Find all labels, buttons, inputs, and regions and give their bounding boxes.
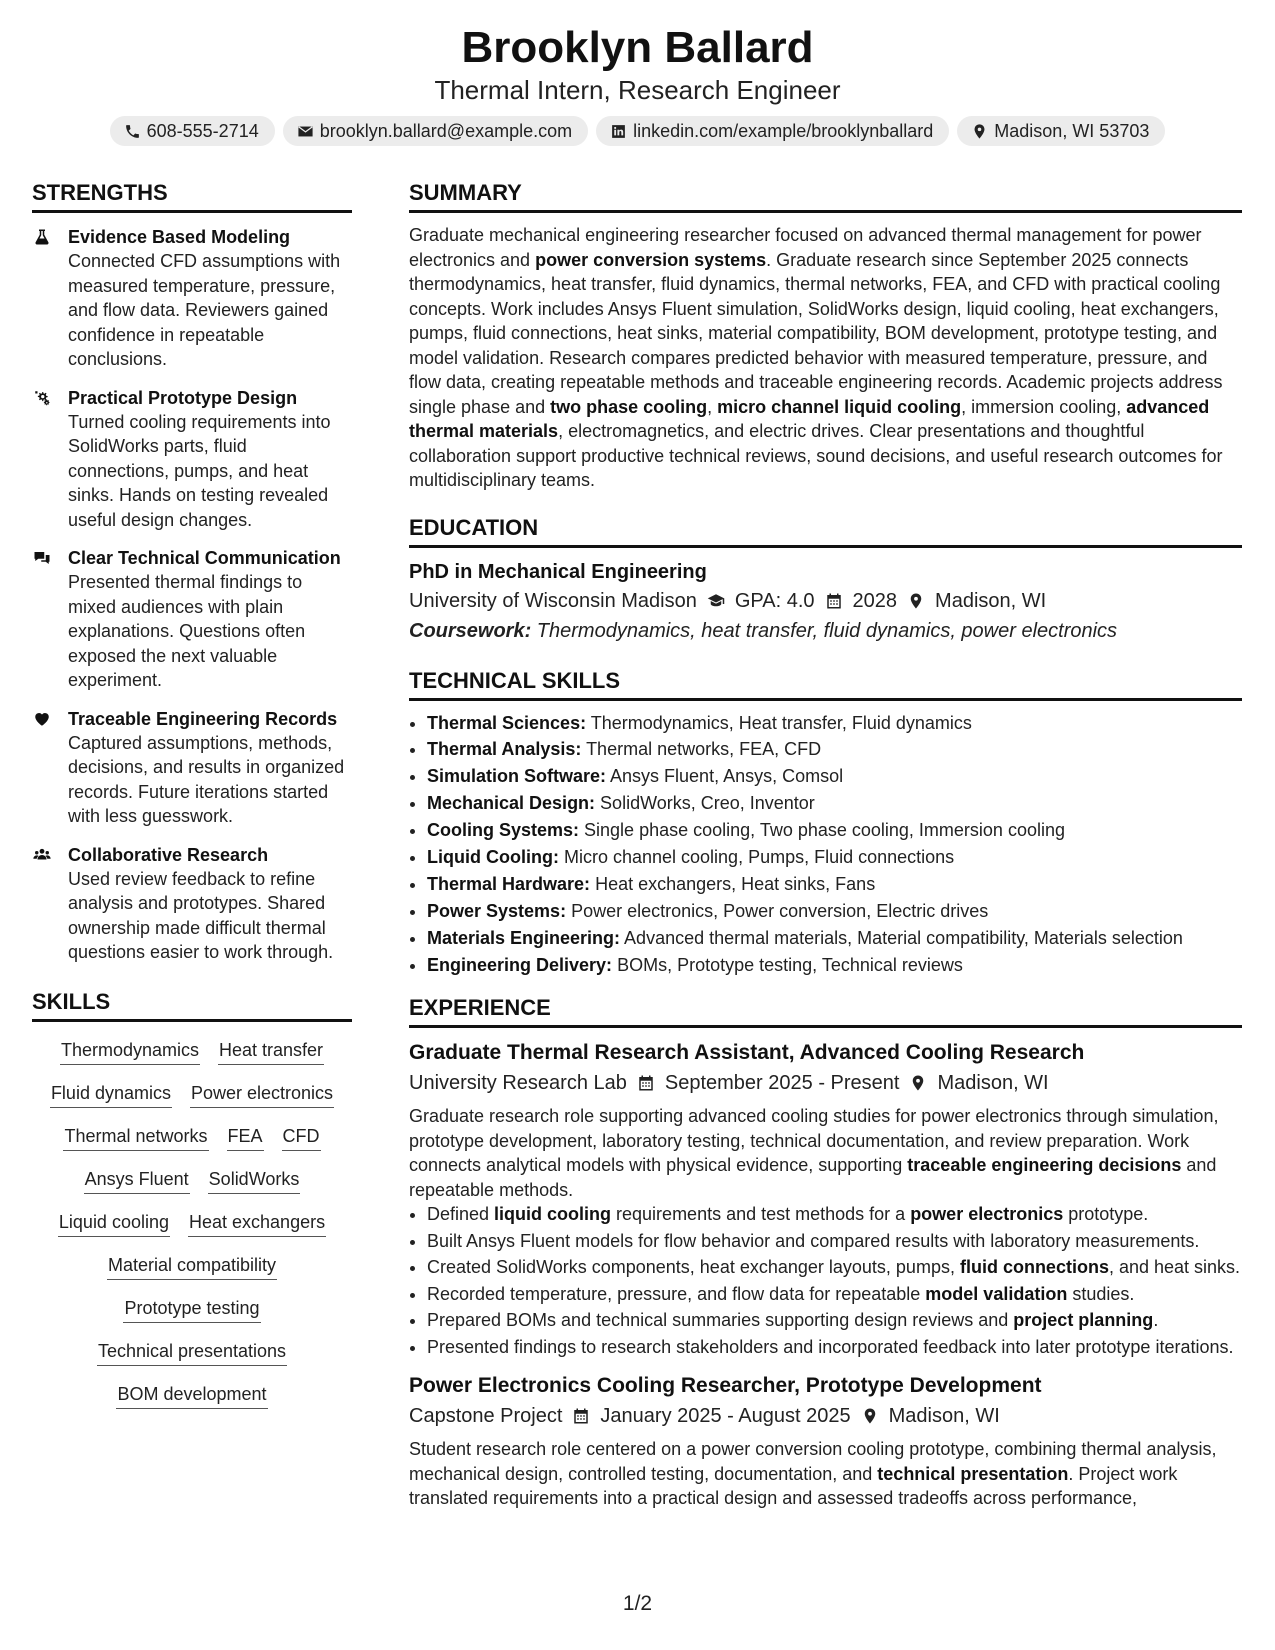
job-organization: University Research Lab (409, 1072, 627, 1095)
map-pin-icon (971, 123, 988, 140)
technical-skill-item: • Liquid Cooling: Micro channel cooling, Pumps, Fluid connections (427, 845, 1242, 870)
job-bullet: • Recorded temperature, pressure, and flow data for repeatable model validation studies. (427, 1282, 1242, 1307)
envelope-icon (297, 123, 314, 140)
skill-tag: Ansys Fluent (84, 1167, 190, 1194)
map-pin-icon (907, 592, 925, 610)
page-number: 1/2 (622, 1592, 653, 1615)
skill-tag: Fluid dynamics (50, 1081, 172, 1108)
skill-tag: FEA (227, 1124, 264, 1151)
strength-title: Evidence Based Modeling (68, 227, 291, 247)
technical-skills-heading: TECHNICAL SKILLS (409, 666, 1242, 701)
technical-skill-item: • Thermal Sciences: Thermodynamics, Heat transfer, Fluid dynamics (427, 711, 1242, 736)
left-column (32, 178, 352, 1409)
location-text: Madison, WI 53703 (994, 121, 1150, 141)
technical-skill-item: • Materials Engineering: Advanced thermal materials, Material compatibility, Materials selection (427, 926, 1242, 951)
job-meta (409, 1068, 1242, 1098)
job-location: Madison, WI (937, 1072, 1049, 1095)
skill-tag: BOM development (116, 1382, 267, 1409)
education-degree: PhD in Mechanical Engineering (409, 560, 707, 583)
summary-heading: SUMMARY (409, 178, 1242, 213)
strength-item (32, 386, 352, 533)
skill-tag: Technical presentations (97, 1339, 287, 1366)
job-bullet: • Built Ansys Fluent models for flow behavior and compared results with laboratory measurements. (427, 1229, 1242, 1254)
skill-tag: SolidWorks (208, 1167, 301, 1194)
email-text: brooklyn.ballard@example.com (319, 121, 573, 141)
education-location: Madison, WI (935, 589, 1047, 612)
skill-tag: Heat exchangers (188, 1210, 326, 1237)
linkedin-icon (610, 123, 627, 140)
education-gpa: GPA: 4.0 (734, 589, 815, 612)
education-school: University of Wisconsin Madison (409, 589, 697, 612)
technical-skill-item: • Power Systems: Power electronics, Power conversion, Electric drives (427, 899, 1242, 924)
candidate-headline: Thermal Intern, Research Engineer (434, 75, 841, 105)
job-bullet: • Defined liquid cooling requirements and test methods for a power electronics prototype. (427, 1202, 1242, 1227)
strength-title: Practical Prototype Design (68, 387, 298, 408)
experience-heading: EXPERIENCE (409, 993, 1242, 1028)
job-dates: September 2025 - Present (664, 1072, 900, 1095)
phone-text: 608-555-2714 (146, 121, 259, 141)
candidate-name: Brooklyn Ballard (461, 23, 814, 72)
strength-description: Used review feedback to refine analysis and prototypes. Shared ownership made difficult thermal questions easier to work through. (68, 868, 334, 962)
strength-item (32, 546, 352, 693)
technical-skills-list (409, 711, 1242, 978)
job-description: Graduate research role supporting advanced cooling studies for power electronics through simulation, prototype development, laboratory testing, technical documentation, and review preparation. Work connects analytical models with physical evidence, supporting traceable engineering decisions and repeatable methods. (409, 1106, 1219, 1200)
job-bullet: • Presented findings to research stakeholders and incorporated feedback into later prototype iterations. (427, 1335, 1242, 1360)
strength-description: Turned cooling requirements into SolidWorks parts, fluid connections, pumps, and heat sinks. Hands on testing revealed useful design changes. (68, 411, 331, 530)
job-bullets (409, 1202, 1242, 1359)
map-pin-icon (861, 1407, 879, 1425)
education-coursework: Coursework: Thermodynamics, heat transfer, fluid dynamics, power electronics (409, 619, 1118, 642)
education-year: 2028 (852, 589, 898, 612)
job-title: Graduate Thermal Research Assistant, Advanced Cooling Research (409, 1041, 1085, 1065)
education-meta (409, 586, 1242, 616)
contact-linkedin[interactable] (596, 116, 949, 146)
resume-header (0, 0, 1275, 146)
skill-tag: Thermodynamics (60, 1038, 200, 1065)
job-description: Student research role centered on a power conversion cooling prototype, combining thermal analysis, mechanical design, controlled testing, documentation, and technical presentation. Project work translated requirements into a practical design and assessed tradeoffs across performance, (409, 1439, 1217, 1509)
job-bullet: • Prepared BOMs and technical summaries supporting design reviews and project planning. (427, 1308, 1242, 1333)
skills-tag-cloud (32, 1032, 352, 1409)
education-heading: EDUCATION (409, 513, 1242, 548)
technical-skill-item: • Thermal Analysis: Thermal networks, FEA, CFD (427, 737, 1242, 762)
skill-tag: Liquid cooling (58, 1210, 170, 1237)
skill-tag: Power electronics (190, 1081, 334, 1108)
technical-skill-item: • Mechanical Design: SolidWorks, Creo, Inventor (427, 791, 1242, 816)
strength-description: Presented thermal findings to mixed audiences with plain explanations. Questions often exposed the next valuable experiment. (68, 572, 306, 690)
strength-description: Connected CFD assumptions with measured temperature, pressure, and flow data. Reviewers gained confidence in repeatable conclusions. (68, 251, 341, 369)
job-title: Power Electronics Cooling Researcher, Prototype Development (409, 1374, 1042, 1398)
comments-icon (32, 549, 52, 567)
experience-entry (409, 1371, 1242, 1511)
technical-skill-item: • Thermal Hardware: Heat exchangers, Heat sinks, Fans (427, 872, 1242, 897)
strength-item (32, 225, 352, 372)
flask-icon (32, 228, 52, 246)
calendar-icon (572, 1407, 590, 1425)
technical-skill-item: • Engineering Delivery: BOMs, Prototype testing, Technical reviews (427, 953, 1242, 978)
skill-tag: CFD (282, 1124, 321, 1151)
skill-tag: Material compatibility (107, 1253, 277, 1280)
job-dates: January 2025 - August 2025 (600, 1405, 851, 1428)
experience-entry (409, 1038, 1242, 1359)
skill-tag: Prototype testing (123, 1296, 260, 1323)
calendar-icon (637, 1074, 655, 1092)
graduation-cap-icon (707, 592, 725, 610)
contact-location (957, 116, 1165, 146)
right-column (409, 178, 1242, 1511)
gears-icon (32, 389, 52, 407)
strength-title: Collaborative Research (68, 844, 269, 865)
technical-skill-item: • Simulation Software: Ansys Fluent, Ansys, Comsol (427, 764, 1242, 789)
linkedin-text: linkedin.com/example/brooklynballard (633, 121, 934, 141)
users-icon (32, 846, 52, 864)
skills-heading: SKILLS (32, 987, 352, 1022)
strength-title: Traceable Engineering Records (68, 708, 338, 729)
map-pin-icon (909, 1074, 927, 1092)
phone-icon (124, 123, 141, 140)
strengths-heading: STRENGTHS (32, 178, 352, 213)
contact-phone[interactable] (110, 116, 275, 146)
strength-description: Captured assumptions, methods, decisions, and results in organized records. Future iterations started with less guesswork. (68, 732, 345, 826)
strength-item (32, 843, 352, 965)
heart-icon (32, 710, 52, 728)
contact-bar (0, 116, 1275, 146)
skill-tag: Heat transfer (218, 1038, 324, 1065)
job-meta (409, 1401, 1242, 1431)
contact-email[interactable] (283, 116, 588, 146)
skill-tag: Thermal networks (63, 1124, 208, 1151)
technical-skill-item: • Cooling Systems: Single phase cooling, Two phase cooling, Immersion cooling (427, 818, 1242, 843)
strength-title: Clear Technical Communication (68, 548, 341, 568)
job-bullet: • Created SolidWorks components, heat exchanger layouts, pumps, fluid connections, and heat sinks. (427, 1255, 1242, 1280)
calendar-icon (825, 592, 843, 610)
strength-item (32, 707, 352, 829)
job-organization: Capstone Project (409, 1405, 563, 1428)
job-location: Madison, WI (888, 1405, 1000, 1428)
summary-paragraph: Graduate mechanical engineering researcher focused on advanced thermal management for power electronics and power conversion systems. Graduate research since September 2025 connects thermodynamics, heat transfer, fluid dynamics, thermal networks, FEA, and CFD with practical cooling concepts. Work includes Ansys Fluent simulation, SolidWorks design, liquid cooling, heat exchangers, pumps, fluid connections, heat sinks, material compatibility, BOM development, prototype testing, and model validation. Research compares predicted behavior with measured temperature, pressure, and flow data, creating repeatable methods and traceable engineering records. Academic projects address single phase and two phase cooling, micro channel liquid cooling, immersion cooling, advanced thermal materials, electromagnetics, and electric drives. Clear presentations and thoughtful collaboration support productive technical reviews, sound decisions, and useful research outcomes for multidisciplinary teams. (409, 225, 1223, 490)
